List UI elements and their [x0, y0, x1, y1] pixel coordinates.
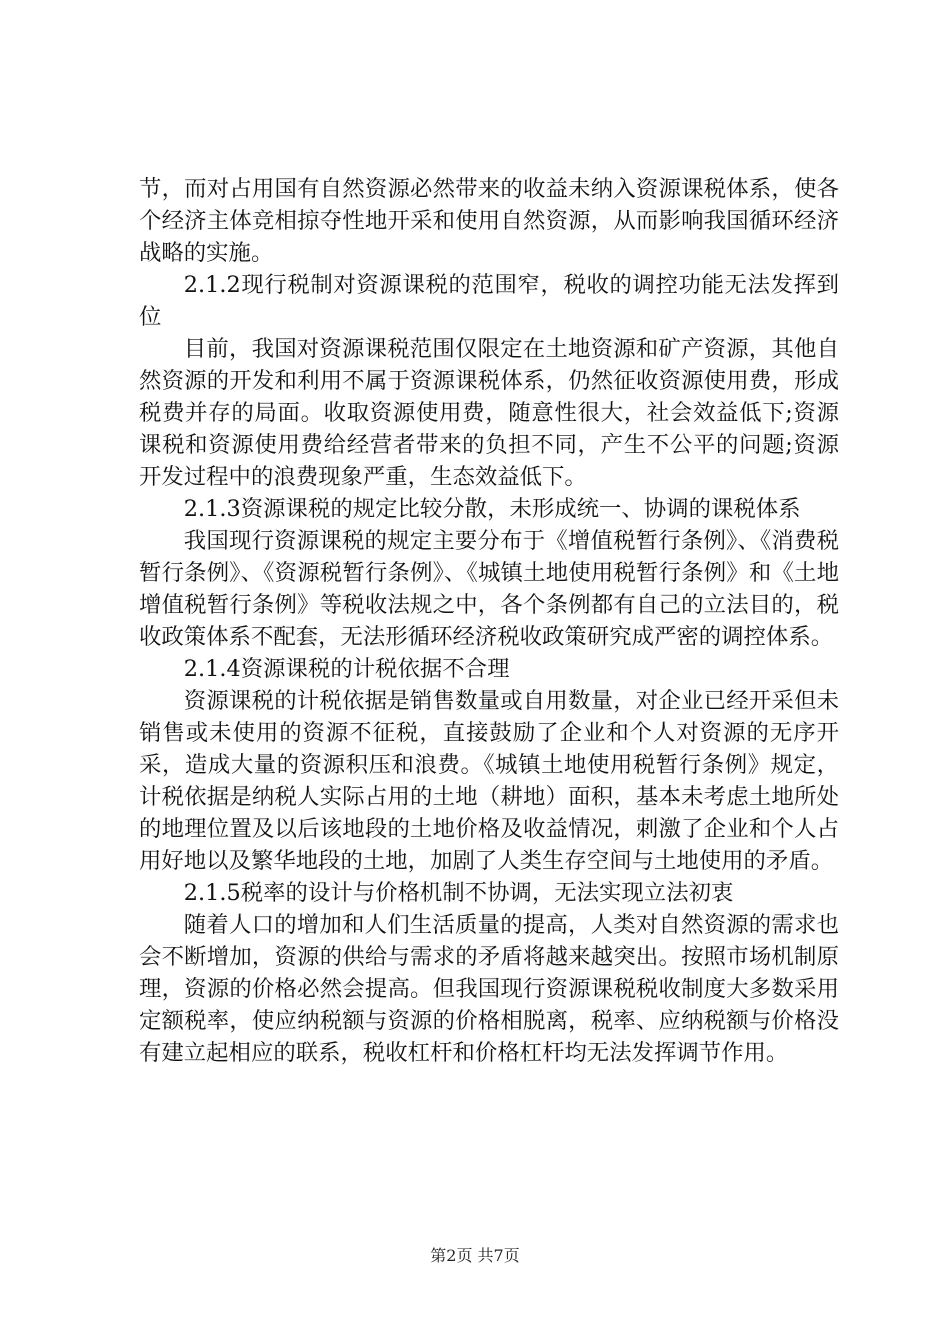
document-body: [139, 173, 839, 1069]
page-footer: [0, 1243, 950, 1266]
section-heading-2-1-2: 2.1.2现行税制对资源课税的范围窄，税收的调控功能无法发挥到位: [139, 272, 839, 330]
section-heading-2-1-4: 2.1.4资源课税的计税依据不合理: [183, 656, 510, 682]
section-heading-2-1-3: 2.1.3资源课税的规定比较分散，未形成统一、协调的课税体系: [183, 496, 801, 522]
paragraph-2-1-2: 目前，我国对资源课税范围仅限定在土地资源和矿产资源，其他自然资源的开发和利用不属于资源课税体系，仍然征收资源使用费，形成税费并存的局面。收取资源使用费，随意性很大，社会效益低下;资源课税和资源使用费给经营者带来的负担不同，产生不公平的问题;资源开发过程中的浪费现象严重，生态效益低下。: [139, 336, 839, 490]
paragraph-intro: 节，而对占用国有自然资源必然带来的收益未纳入资源课税体系，使各个经济主体竞相掠夺性地开采和使用自然资源，从而影响我国循环经济战略的实施。: [139, 176, 839, 266]
paragraph-2-1-3: 我国现行资源课税的规定主要分布于《增值税暂行条例》、《消费税暂行条例》、《资源税暂行条例》、《城镇土地使用税暂行条例》和《土地增值税暂行条例》等税收法规之中，各个条例都有自己的立法目的，税收政策体系不配套，无法形循环经济税收政策研究成严密的调控体系。: [139, 528, 839, 650]
page-number-label: 第2页 共7页: [430, 1246, 520, 1265]
section-heading-2-1-5: 2.1.5税率的设计与价格机制不协调，无法实现立法初衷: [183, 880, 734, 906]
paragraph-2-1-5: 随着人口的增加和人们生活质量的提高，人类对自然资源的需求也会不断增加，资源的供给与需求的矛盾将越来越突出。按照市场机制原理，资源的价格必然会提高。但我国现行资源课税税收制度大多数采用定额税率，使应纳税额与资源的价格相脱离，税率、应纳税额与价格没有建立起相应的联系，税收杠杆和价格杠杆均无法发挥调节作用。: [139, 912, 839, 1066]
paragraph-2-1-4: 资源课税的计税依据是销售数量或自用数量，对企业已经开采但未销售或未使用的资源不征税，直接鼓励了企业和个人对资源的无序开采，造成大量的资源积压和浪费。《城镇土地使用税暂行条例》规定，计税依据是纳税人实际占用的土地（耕地）面积，基本未考虑土地所处的地理位置及以后该地段的土地价格及收益情况，刺激了企业和个人占用好地以及繁华地段的土地，加剧了人类生存空间与土地使用的矛盾。: [139, 688, 839, 874]
